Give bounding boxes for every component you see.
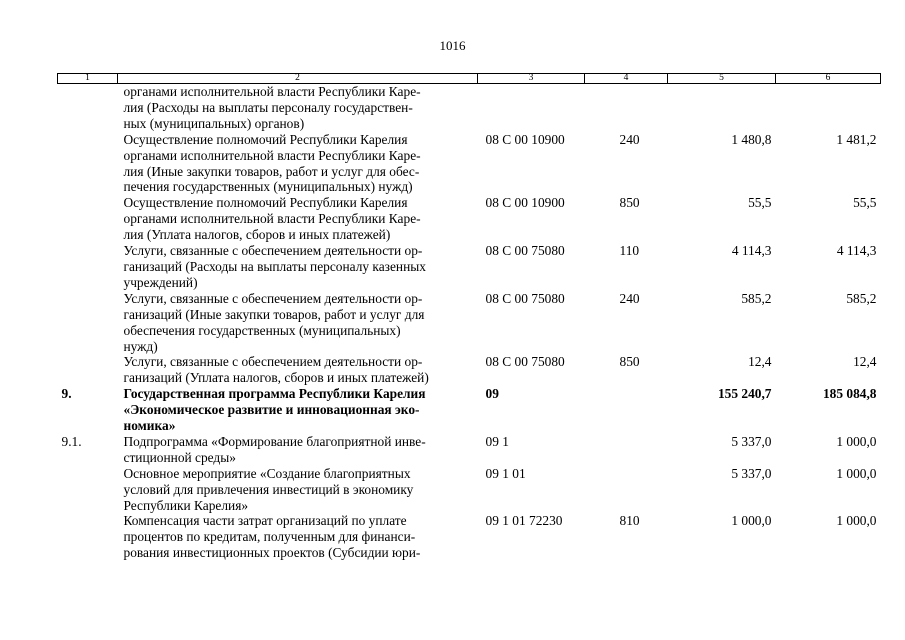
row-number-cell: 9. <box>61 386 72 402</box>
table-row <box>58 434 881 466</box>
row-number-cell <box>58 354 118 386</box>
amount-year2-cell: 1 000,0 <box>836 433 877 449</box>
amount-year1-cell: 4 114,3 <box>731 243 772 259</box>
header-cell: 1 <box>58 74 118 84</box>
header-cell: 5 <box>668 74 776 84</box>
target-code-cell: 08 С 00 10900 <box>485 195 565 211</box>
row-number-cell <box>58 466 118 514</box>
expense-type-cell: 850 <box>619 354 640 370</box>
table-row <box>58 354 881 386</box>
expense-type-cell <box>585 386 668 434</box>
table-row <box>58 513 881 561</box>
row-number-cell <box>58 243 118 291</box>
expense-type-cell <box>585 434 668 466</box>
amount-year2-cell: 585,2 <box>846 290 877 306</box>
amount-year2-cell: 1 000,0 <box>836 513 877 529</box>
table-row <box>58 386 881 434</box>
row-number-cell <box>58 195 118 243</box>
item-name-cell: Услуги, связанные с обеспечением деятельности ор- ганизаций (Иные закупки товаров, работ и услуг для обеспечения государственных (муниципальных) нужд) <box>123 290 425 354</box>
amount-year1-cell: 1 000,0 <box>731 513 772 529</box>
target-code-cell: 08 С 00 75080 <box>485 354 565 370</box>
amount-year2-cell: 12,4 <box>853 354 877 370</box>
item-name-cell: Государственная программа Республики Карелия «Экономическое развитие и инновационная эко- номика» <box>123 386 426 434</box>
target-code-cell: 09 1 01 <box>485 465 526 481</box>
header-cell: 2 <box>118 74 478 84</box>
row-number-cell: 9.1. <box>61 433 82 449</box>
budget-table <box>57 73 881 561</box>
item-name-cell: Услуги, связанные с обеспечением деятельности ор- ганизаций (Расходы на выплаты персоналу казенных учреждений) <box>123 243 426 290</box>
expense-type-cell: 240 <box>619 290 640 306</box>
item-name-cell: Осуществление полномочий Республики Карелия органами исполнительной власти Республики Каре- лия (Уплата налогов, сборов и иных платежей) <box>123 195 421 243</box>
amount-year2-cell: 55,5 <box>853 195 877 211</box>
item-name-cell: органами исполнительной власти Республики Каре- лия (Расходы на выплаты персоналу государствен- ных (муниципальных) органов) <box>123 84 421 131</box>
table-body <box>58 84 881 562</box>
amount-year1-cell: 585,2 <box>741 290 772 306</box>
header-cell: 4 <box>585 74 668 84</box>
amount-year2-cell: 1 481,2 <box>836 131 877 147</box>
table-row <box>58 132 881 196</box>
table-row <box>58 291 881 355</box>
table-row <box>58 84 881 132</box>
row-number-cell <box>58 513 118 561</box>
table-row <box>58 466 881 514</box>
amount-year1-cell <box>668 84 776 132</box>
amount-year1-cell: 155 240,7 <box>717 386 772 402</box>
target-code-cell: 09 1 01 72230 <box>485 513 563 529</box>
amount-year2-cell <box>776 84 881 132</box>
expense-type-cell: 810 <box>619 513 640 529</box>
amount-year2-cell: 185 084,8 <box>822 386 877 402</box>
amount-year1-cell: 12,4 <box>748 354 772 370</box>
header-cell: 3 <box>478 74 585 84</box>
amount-year2-cell: 4 114,3 <box>836 243 877 259</box>
row-number-cell <box>58 84 118 132</box>
page-number: 1016 <box>439 38 466 53</box>
row-number-cell <box>58 132 118 196</box>
item-name-cell: Услуги, связанные с обеспечением деятельности ор- ганизаций (Уплата налогов, сборов и иных платежей) <box>123 354 429 386</box>
table-row <box>58 195 881 243</box>
expense-type-cell: 110 <box>619 243 640 259</box>
target-code-cell: 08 С 00 75080 <box>485 290 565 306</box>
header-cell: 6 <box>776 74 881 84</box>
target-code-cell: 08 С 00 75080 <box>485 243 565 259</box>
target-code-cell: 08 С 00 10900 <box>485 131 565 147</box>
item-name-cell: Основное мероприятие «Создание благоприятных условий для привлечения инвестиций в экономику Республики Карелия» <box>123 465 414 513</box>
item-name-cell: Компенсация части затрат организаций по уплате процентов по кредитам, полученным для финанси- рования инвестиционных проектов (Субсидии юри- <box>123 513 421 561</box>
table-row <box>58 243 881 291</box>
amount-year1-cell: 5 337,0 <box>731 465 772 481</box>
expense-type-cell: 240 <box>619 131 640 147</box>
target-code-cell: 09 <box>485 386 499 402</box>
table-header <box>58 74 881 84</box>
target-code-cell: 09 1 <box>485 433 509 449</box>
item-name-cell: Осуществление полномочий Республики Карелия органами исполнительной власти Республики Каре- лия (Иные закупки товаров, работ и услуг для обес- печения государственных (муниципальных) нужд) <box>123 131 421 195</box>
amount-year1-cell: 5 337,0 <box>731 433 772 449</box>
item-name-cell: Подпрограмма «Формирование благоприятной инве- стиционной среды» <box>123 433 426 465</box>
amount-year2-cell: 1 000,0 <box>836 465 877 481</box>
expense-type-cell <box>585 466 668 514</box>
expense-type-cell: 850 <box>619 195 640 211</box>
target-code-cell <box>478 84 585 132</box>
expense-type-cell <box>585 84 668 132</box>
amount-year1-cell: 1 480,8 <box>731 131 772 147</box>
amount-year1-cell: 55,5 <box>748 195 772 211</box>
row-number-cell <box>58 291 118 355</box>
